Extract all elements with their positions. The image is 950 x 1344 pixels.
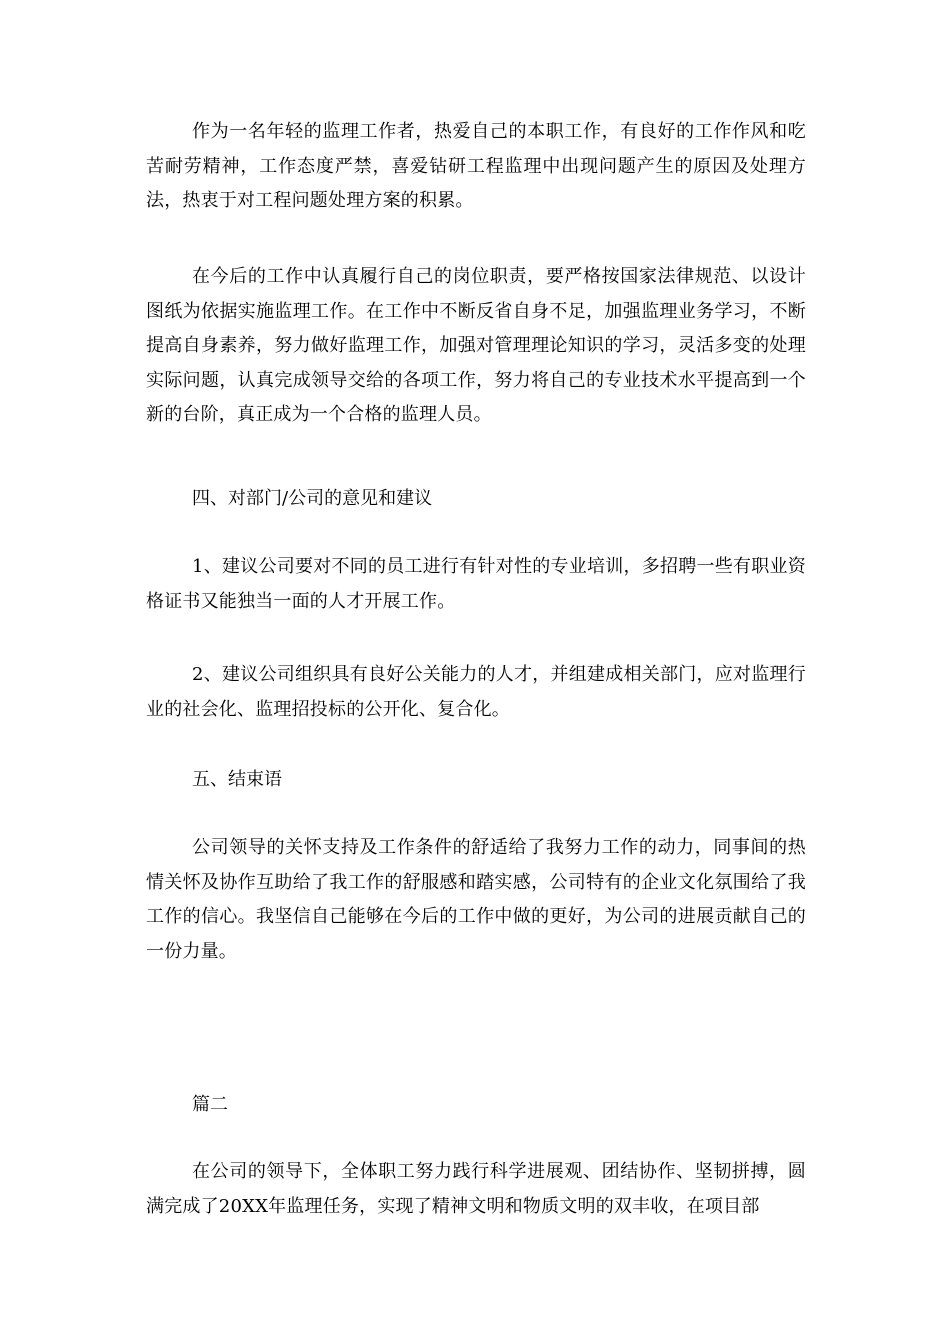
suggestion-item-1: 1、建议公司要对不同的员工进行有针对性的专业培训，多招聘一些有职业资格证书又能独当一面的人才开展工作。	[146, 556, 806, 612]
paragraph-future-plans: 在今后的工作中认真履行自己的岗位职责，要严格按国家法律规范、以设计图纸为依据实施监理工作。在工作中不断反省自身不足，加强监理业务学习，不断提高自身素养，努力做好监理工作，加强对管理理论知识的学习，灵活多变的处理实际问题，认真完成领导交给的各项工作，努力将自己的专业技术水平提高到一个新的台阶，真正成为一个合格的监理人员。	[146, 266, 806, 425]
section-five-heading: 五、结束语	[192, 769, 282, 790]
closing-paragraph: 公司领导的关怀支持及工作条件的舒适给了我努力工作的动力，同事间的热情关怀及协作互助给了我工作的舒服感和踏实感，公司特有的企业文化氛围给了我工作的信心。我坚信自己能够在今后的工作中做的更好，为公司的进展贡献自己的一份力量。	[146, 837, 806, 962]
suggestion-item-2: 2、建议公司组织具有良好公关能力的人才，并组建成相关部门，应对监理行业的社会化、监理招投标的公开化、复合化。	[146, 664, 806, 720]
part-two-paragraph: 在公司的领导下，全体职工努力践行科学进展观、团结协作、坚韧拼搏，圆满完成了20XX年监理任务，实现了精神文明和物质文明的双丰收，在项目部	[146, 1161, 806, 1217]
section-four-heading: 四、对部门/公司的意见和建议	[192, 488, 433, 509]
part-two-heading: 篇二	[192, 1094, 228, 1115]
paragraph-work-attitude: 作为一名年轻的监理工作者，热爱自己的本职工作，有良好的工作作风和吃苦耐劳精神，工作态度严禁，喜爱钻研工程监理中出现问题产生的原因及处理方法，热衷于对工程问题处理方案的积累。	[146, 121, 806, 211]
